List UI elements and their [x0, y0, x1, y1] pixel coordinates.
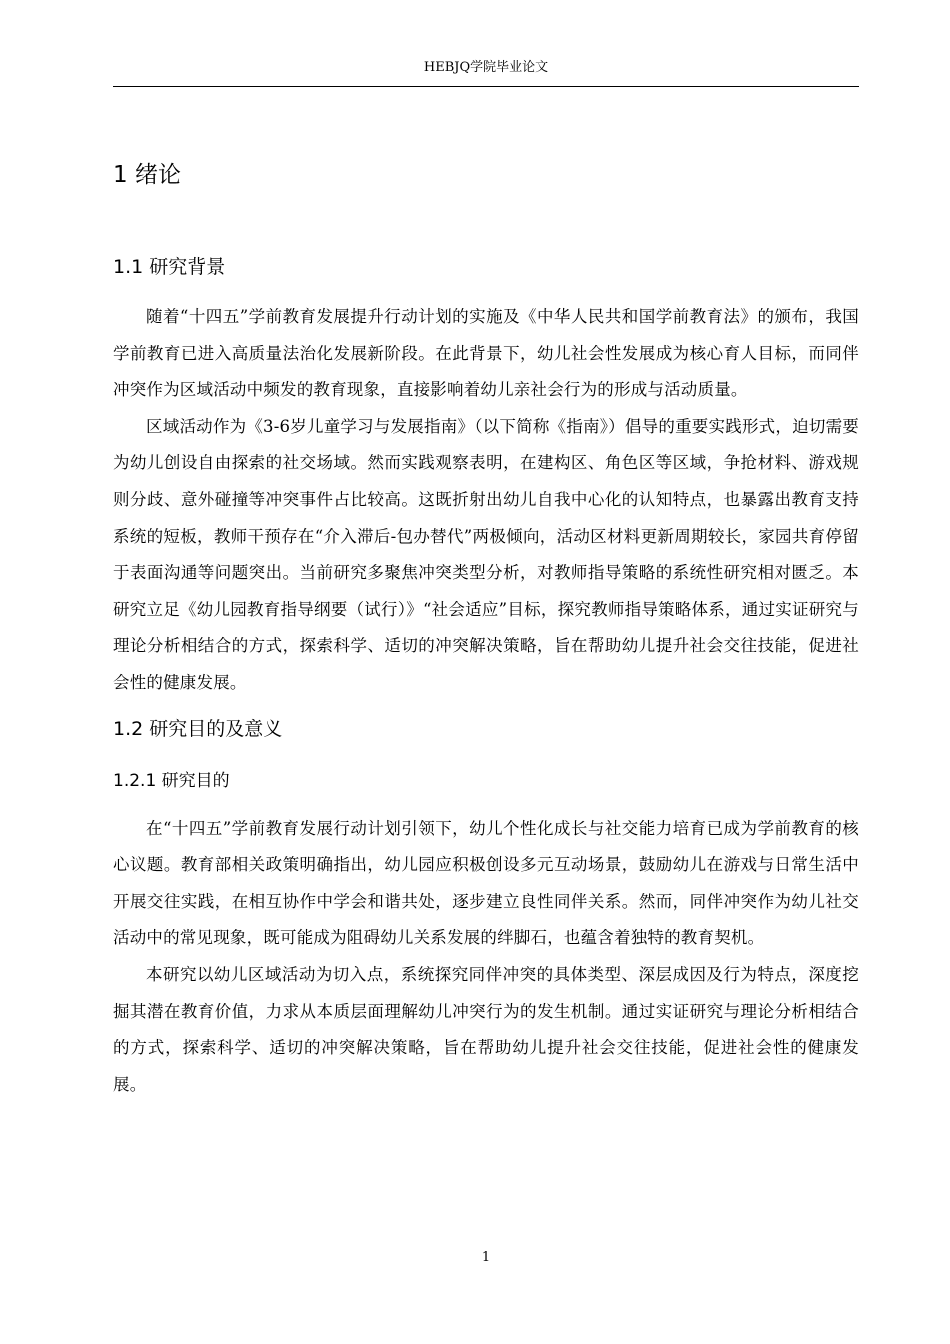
subsection-title-1-2-1: 1.2.1 研究目的 [113, 770, 230, 791]
header-rule [113, 86, 859, 87]
paragraph: 本研究以幼儿区域活动为切入点，系统探究同伴冲突的具体类型、深层成因及行为特点，深度挖掘其潜在教育价值，力求从本质层面理解幼儿冲突行为的发生机制。通过实证研究与理论分析相结合的方式，探索科学、适切的冲突解决策略，旨在帮助幼儿提升社会交往技能，促进社会性的健康发展。 [113, 964, 859, 1094]
document-body [113, 150, 859, 1103]
section-title-1-1: 1.1 研究背景 [113, 256, 226, 278]
paragraph: 在“十四五”学前教育发展行动计划引领下，幼儿个性化成长与社交能力培育已成为学前教育的核心议题。教育部相关政策明确指出，幼儿园应积极创设多元互动场景，鼓励幼儿在游戏与日常生活中开展交往实践，在相互协作中学会和谐共处，逐步建立良性同伴关系。然而，同伴冲突作为幼儿社交活动中的常见现象，既可能成为阻碍幼儿关系发展的绊脚石，也蕴含着独特的教育契机。 [113, 818, 859, 948]
chapter-title: 1 绪论 [113, 162, 181, 188]
paragraph: 随着“十四五”学前教育发展提升行动计划的实施及《中华人民共和国学前教育法》的颁布，我国学前教育已进入高质量法治化发展新阶段。在此背景下，幼儿社会性发展成为核心育人目标，而同伴冲突作为区域活动中频发的教育现象，直接影响着幼儿亲社会行为的形成与活动质量。 [113, 307, 859, 400]
page-number: 1 [481, 1250, 491, 1265]
running-header: HEBJQ学院毕业论文 [423, 60, 549, 75]
section-title-1-2: 1.2 研究目的及意义 [113, 717, 283, 740]
paragraph: 区域活动作为《3-6岁儿童学习与发展指南》（以下简称《指南》）倡导的重要实践形式，迫切需要为幼儿创设自由探索的社交场域。然而实践观察表明，在建构区、角色区等区域，争抢材料、游戏规则分歧、意外碰撞等冲突事件占比较高。这既折射出幼儿自我中心化的认知特点，也暴露出教育支持系统的短板，教师干预存在“介入滞后-包办替代”两极倾向，活动区材料更新周期较长，家园共育停留于表面沟通等问题突出。当前研究多聚焦冲突类型分析，对教师指导策略的系统性研究相对匮乏。本研究立足《幼儿园教育指导纲要（试行）》“社会适应”目标，探究教师指导策略体系，通过实证研究与理论分析相结合的方式，探索科学、适切的冲突解决策略，旨在帮助幼儿提升社会交往技能，促进社会性的健康发展。 [113, 416, 859, 692]
